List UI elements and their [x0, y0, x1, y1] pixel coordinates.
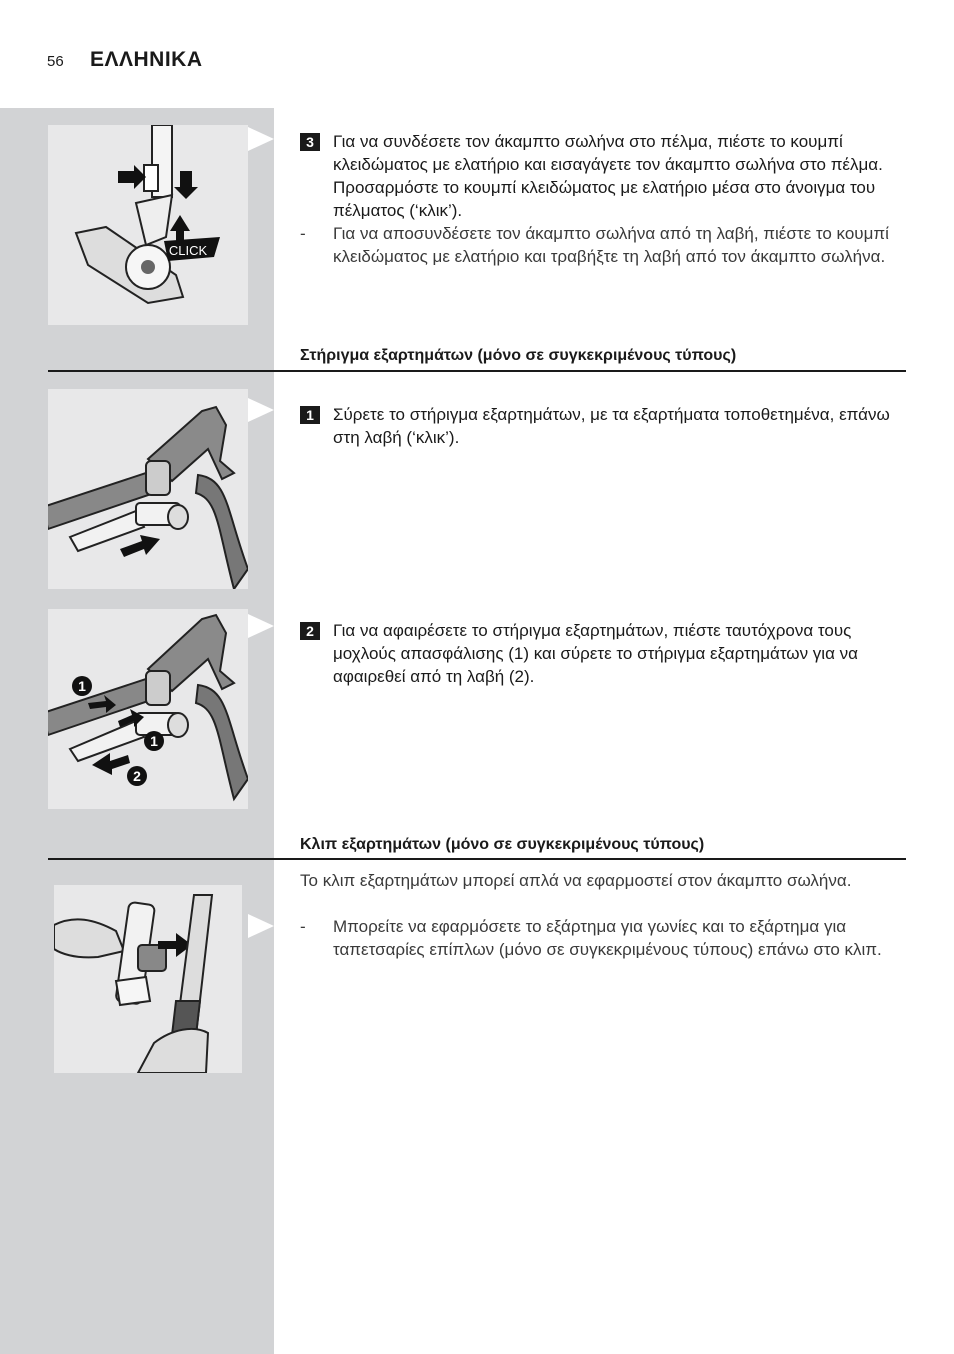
step-number-badge: 2 [300, 622, 320, 640]
section-title-holder: Στήριγμα εξαρτημάτων (μόνο σε συγκεκριμένους τύπους) [300, 347, 737, 364]
clip-bullet [300, 915, 905, 961]
section-title-clip: Κλιπ εξαρτημάτων (μόνο σε συγκεκριμένους τύπους) [300, 836, 705, 853]
figure-clip-tube [54, 885, 242, 1073]
step-3 [300, 130, 905, 222]
arrow-right-icon [120, 535, 160, 557]
badge-two-label: 2 [133, 768, 141, 784]
step-number-badge: 3 [300, 133, 320, 151]
step-3-bullet-text: Για να αποσυνδέσετε τον άκαμπτο σωλήνα από τη λαβή, πιέστε το κουμπί κλειδώματος με ελατήριο και τραβήξτε τη λαβή από τον άκαμπτο σωλήνα. [333, 224, 889, 266]
nozzle-illustration [48, 125, 248, 325]
step-2 [300, 619, 905, 688]
clip-bullet-text: Μπορείτε να εφαρμόσετε το εξάρτημα για γωνίες και το εξάρτημα για ταπετσαρίες επίπλων (μόνο σε συγκεκριμένους τύπους) επάνω στο κλιπ. [333, 917, 882, 959]
step-2-text: Για να αφαιρέσετε το στήριγμα εξαρτημάτων, πιέστε ταυτόχρονα τους μοχλούς απασφάλισης (1) και σύρετε το στήριγμα εξαρτημάτων για να αφαιρεθεί από τη λαβή (2). [333, 621, 858, 686]
badge-one-label: 1 [78, 678, 86, 694]
figure-pointer [248, 398, 274, 422]
figure-pointer [248, 127, 274, 151]
handle-illustration [48, 389, 248, 589]
arrow-left-icon [92, 753, 130, 775]
step-3-bullet [300, 222, 905, 268]
figure-pointer [248, 614, 274, 638]
step-3-text: Για να συνδέσετε τον άκαμπτο σωλήνα στο πέλμα, πιέστε το κουμπί κλειδώματος με ελατήριο και εισαγάγετε τον άκαμπτο σωλήνα στο πέλμα. Προσαρμόστε το κουμπί κλειδώματος με ελατήριο μέσα στο άνοιγμα του πέλματος (‘κλικ’). [333, 132, 883, 220]
step-1-text: Σύρετε το στήριγμα εξαρτημάτων, με τα εξαρτήματα τοποθετημένα, επάνω στη λαβή (‘κλικ’). [333, 405, 890, 447]
clip-illustration [54, 885, 242, 1073]
bullet-dash: - [300, 224, 306, 243]
figure-nozzle-tube [48, 125, 248, 325]
figure-holder-remove [48, 609, 248, 809]
page-number: 56 [47, 53, 64, 70]
clip-text: Το κλιπ εξαρτημάτων μπορεί απλά να εφαρμοστεί στον άκαμπτο σωλήνα. [300, 871, 852, 890]
figure-pointer [248, 914, 274, 938]
handle-removal-illustration [48, 609, 248, 809]
language-header: ΕΛΛΗΝΙΚΑ [90, 48, 203, 71]
figure-holder-attach [48, 389, 248, 589]
badge-one-label: 1 [150, 733, 158, 749]
step-number-badge: 1 [300, 406, 320, 424]
click-label: CLICK [168, 243, 208, 258]
section-rule [48, 858, 906, 860]
step-1 [300, 403, 905, 449]
section-rule [48, 370, 906, 372]
bullet-dash: - [300, 917, 306, 936]
